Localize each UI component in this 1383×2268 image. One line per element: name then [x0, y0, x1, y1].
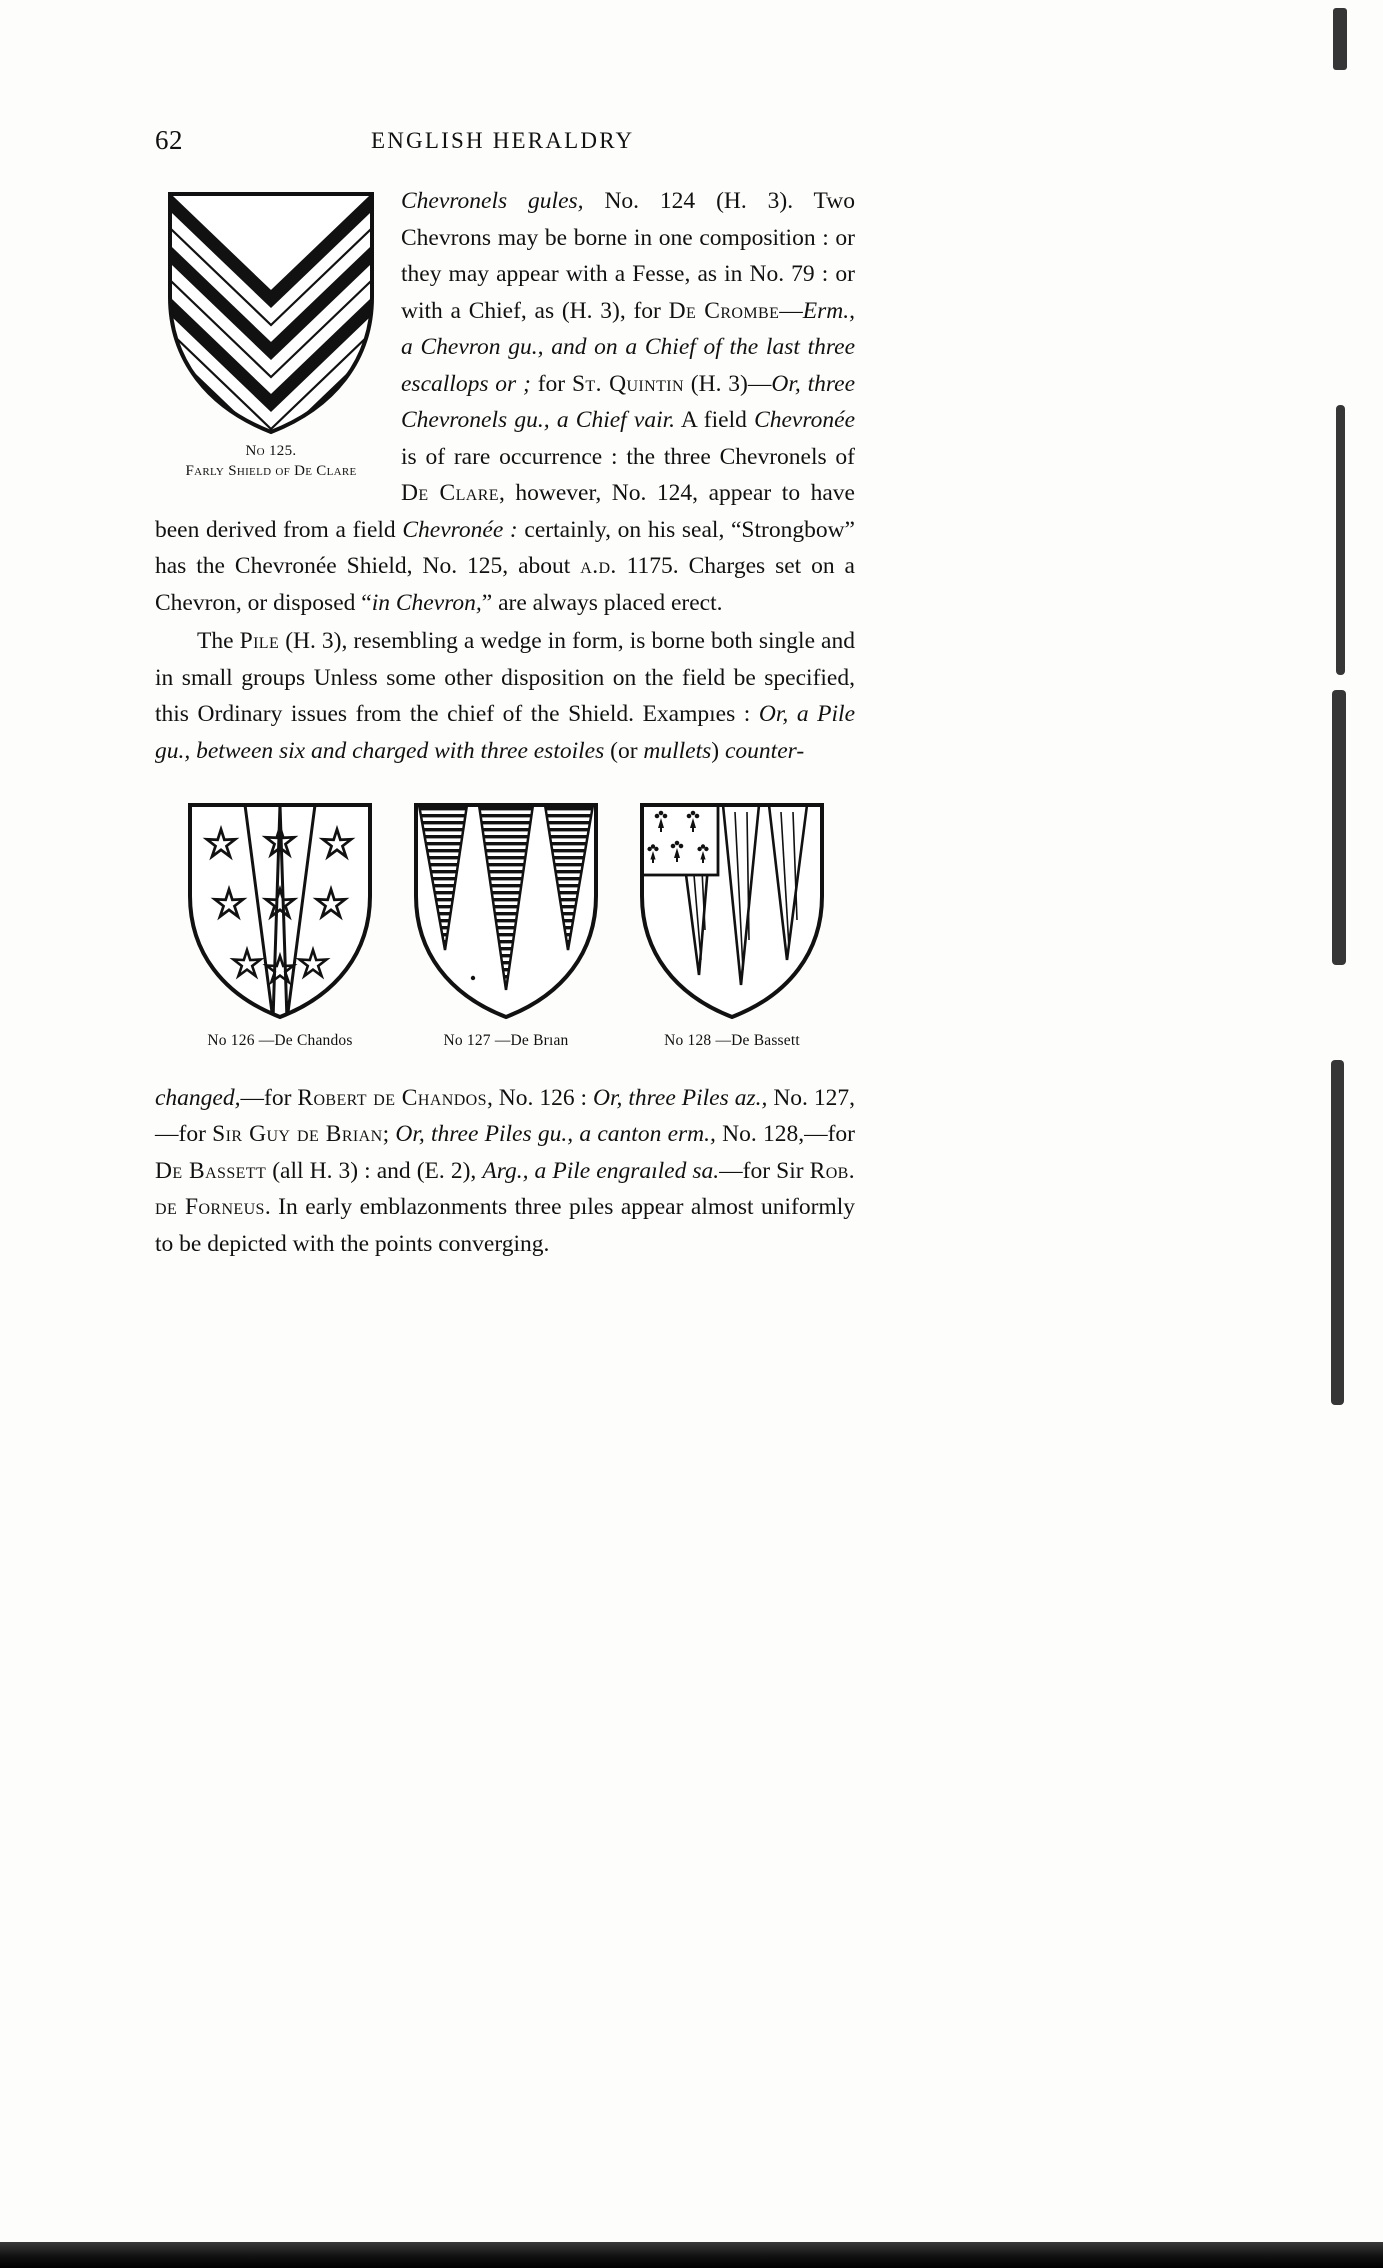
shield-128-piles-canton [637, 800, 827, 1022]
scan-artifact-top [1333, 8, 1347, 70]
figure-126-caption: No 126 —De Chandos [207, 1031, 353, 1049]
figure-128 [637, 800, 827, 1050]
figure-row [155, 800, 855, 1050]
shield-127-three-piles [411, 800, 601, 1022]
figure-127 [411, 800, 601, 1050]
paragraph-changed: changed,—for Robert de Chandos, No. 126 : Or, three Piles az., No. 127,—for Sır Guy de Brian; Or, three Piles gu., a canton erm., No. 128,—for De Bassett (all H. 3) : and (E. 2), Arg., a Pile engraıled sa.—for Sir Rob. de Forneus. In early emblazonments three pıles appear almost uniformly to be depicted with the points converging. [155, 1084, 856, 1257]
figure-127-caption: No 127 —De Brıan [443, 1031, 569, 1049]
figure-125-caption-line1: No 125. [245, 443, 297, 459]
figure-125-caption [165, 441, 377, 482]
figure-126 [185, 800, 375, 1050]
paragraph-chevronels: Chevronels gules, No. 124 (H. 3). Two Chevrons may be borne in one composition : or they may appear with a Fesse, as in No. 79 : or with a Chief, as (H. 3), for De Crombe—Erm., a Chevron gu., and on a Chief of the last three escallops or ; for St. Quintin (H. 3)—Or, three Chevronels gu., a Chief vair. A field Chevronée is of rare occurrence : the three Chevronels of De Clare, however, No. 124, appear to have been derived from a field Chevronée : certainly, on his seal, “Strongbow” has the Chevronée Shield, No. 125, about a.d. 1175. Charges set on a Chevron, or disposed “in Chevron,” are always placed erect. [155, 188, 856, 616]
figure-125 [165, 189, 377, 482]
paragraph-pile: The Pile (H. 3), resembling a wedge in form, is borne both single and in small groups Unless some other disposition on the field be specified, this Ordinary issues from the chief of the Shield. Exampıes : Or, a Pile gu., between six and charged with three estoiles (or mullets) counter- [155, 628, 855, 764]
figure-128-caption: No 128 —De Bassett [664, 1031, 800, 1049]
figure-125-caption-line2: Farly Shield of De Clare [185, 463, 357, 480]
shield-125-chevronny [165, 189, 377, 437]
scan-artifact-mid-lower [1332, 690, 1346, 965]
scan-artifact-bottom [1331, 1060, 1344, 1405]
shield-126-pile-estoiles [185, 800, 375, 1022]
folio-number: 62 [155, 125, 183, 155]
page-content [155, 125, 855, 1262]
page-header [155, 125, 855, 169]
running-head: ENGLISH HERALDRY [371, 128, 635, 153]
scan-artifact-bottom-edge [0, 2242, 1383, 2268]
scan-artifact-mid-upper [1336, 405, 1345, 675]
